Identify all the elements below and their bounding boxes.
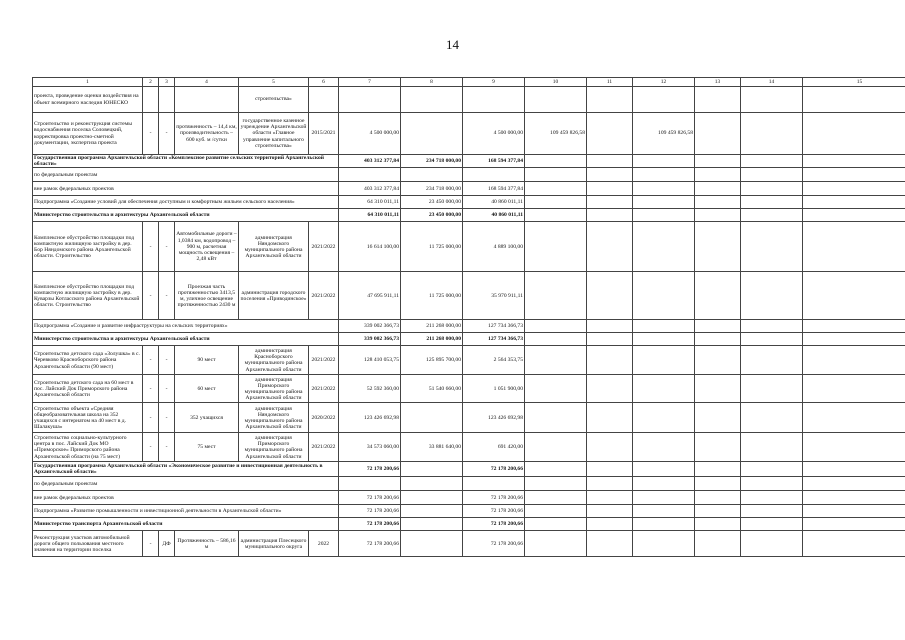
table-cell [633,272,695,320]
table-cell [587,462,633,477]
table-cell: 2 564 353,75 [463,346,525,375]
column-number-cell: 8 [401,78,463,87]
table-cell [339,87,401,113]
table-cell: 60 мест [175,375,239,403]
table-cell [803,113,905,155]
table-cell: - [159,222,175,272]
table-cell: администрация городского поселения «Приводинское» [239,272,309,320]
table-cell [587,403,633,433]
table-cell [741,333,803,346]
table-cell [633,155,695,168]
table-cell: администрация Приморского муниципального района Архангельской области [239,375,309,403]
table-cell [401,477,463,491]
table-cell [587,333,633,346]
table-cell: 691 420,00 [463,433,525,462]
table-cell: - [143,346,159,375]
table-cell: 109 459 826,58 [633,113,695,155]
row-title-cell: Подпрограмма «Создание и развитие инфраструктуры на сельских территориях» [33,320,339,333]
table-cell [741,182,803,196]
table-cell: 52 592 360,00 [339,375,401,403]
table-cell: - [143,272,159,320]
table-cell: 72 178 200,66 [463,518,525,531]
table-cell: 1 051 900,00 [463,375,525,403]
column-number-cell: 2 [143,78,159,87]
table-cell [803,87,905,113]
table-cell: - [159,272,175,320]
column-number-cell: 3 [159,78,175,87]
table-cell: 33 881 640,00 [401,433,463,462]
table-cell [587,168,633,182]
table-cell [633,209,695,222]
table-cell [741,209,803,222]
table-cell: 234 718 000,00 [401,155,463,168]
table-cell: - [143,222,159,272]
row-title-cell: Строительство объекта «Средняя общеобразовательная школа на 352 учащихся с интернатом на 40 мест в д. Шалакуша» [33,403,143,433]
column-number-cell: 4 [175,78,239,87]
table-cell [695,333,741,346]
table-cell [633,320,695,333]
table-cell: - [159,346,175,375]
table-cell [741,272,803,320]
table-cell [525,155,587,168]
table-cell [525,518,587,531]
table-cell [525,505,587,518]
table-cell [803,155,905,168]
table-cell: 72 178 200,66 [339,462,401,477]
table-cell [159,87,175,113]
table-cell [803,333,905,346]
table-cell [695,531,741,557]
table-cell: 403 312 377,84 [339,155,401,168]
table-cell: 109 459 826,58 [525,113,587,155]
table-cell [803,182,905,196]
table-cell [741,346,803,375]
table-cell [525,403,587,433]
table-cell: 2021/2022 [309,346,339,375]
table-cell: 123 426 692,98 [339,403,401,433]
project-row [33,531,905,557]
row-title-cell: Подпрограмма «Создание условий для обеспечения доступным и комфортным жильем сельского населения» [33,196,339,209]
table-cell [695,87,741,113]
table-cell [463,477,525,491]
table-cell [633,505,695,518]
table-cell [741,518,803,531]
row-title-cell: Строительство социально-культурного центра в пос. Лайский Док МО «Приморское» Приморского района Архангельской области (на 75 мест) [33,433,143,462]
table-cell [525,182,587,196]
table-cell [401,113,463,155]
table-cell: 2015/2021 [309,113,339,155]
table-cell [587,346,633,375]
table-cell [741,462,803,477]
table-cell: - [159,113,175,155]
table-cell [587,320,633,333]
table-cell: - [143,433,159,462]
table-cell [633,346,695,375]
table-cell: строительства» [239,87,309,113]
table-cell: 2021/2022 [309,222,339,272]
table-cell: 40 860 011,11 [463,196,525,209]
table-cell: Проезжая часть протяженностью 3413,5 м, уличное освещение протяженностью 2430 м [175,272,239,320]
summary-row [33,320,905,333]
table-cell: 339 002 366,73 [339,320,401,333]
row-title-cell: Комплексное обустройство площадки под компактную жилищную застройку в дер. Куварзы Котласского района Архангельской области. Строительство [33,272,143,320]
table-cell: - [143,375,159,403]
table-cell [741,491,803,505]
table-cell [803,462,905,477]
table-cell [587,518,633,531]
summary-row [33,196,905,209]
table-cell: 234 718 000,00 [401,182,463,196]
table-cell [525,272,587,320]
table-cell: 16 614 100,00 [339,222,401,272]
table-cell [587,491,633,505]
table-cell: ДФ [159,531,175,557]
table-cell [525,433,587,462]
table-cell [741,87,803,113]
table-cell: 23 450 000,00 [401,209,463,222]
project-row [33,222,905,272]
table-cell: 11 725 000,00 [401,272,463,320]
row-title-cell: Комплексное обустройство площадки под компактную жилищную застройку в дер. Бор Няндомского района Архангельской области. Строительство [33,222,143,272]
table-cell [695,155,741,168]
table-cell [401,505,463,518]
table-cell: 125 895 700,00 [401,346,463,375]
table-cell [309,87,339,113]
table-cell: 211 268 000,00 [401,320,463,333]
table-cell [587,505,633,518]
row-title-cell: Государственная программа Архангельской области «Комплексное развитие сельских территорий Архангельской области» [33,155,339,168]
table-cell [803,518,905,531]
table-cell: администрация Няндомского муниципального района Архангельской области [239,403,309,433]
project-row [33,375,905,403]
table-cell [587,272,633,320]
table-cell [633,87,695,113]
table-cell [695,505,741,518]
table-cell [175,87,239,113]
row-title-cell: Строительство детского сада «Золушка» в с. Черевково Красноборского района Архангельской области (90 мест) [33,346,143,375]
table-cell [463,168,525,182]
table-cell [525,462,587,477]
summary-row [33,518,905,531]
table-cell: 2020/2022 [309,403,339,433]
table-cell [695,346,741,375]
project-row [33,433,905,462]
table-cell: 72 178 200,66 [339,518,401,531]
table-cell: 339 002 366,73 [339,333,401,346]
table-cell [695,209,741,222]
table-cell: 90 мест [175,346,239,375]
column-number-cell: 9 [463,78,525,87]
table-cell [803,168,905,182]
table-cell [695,462,741,477]
table-cell [803,505,905,518]
table-cell: 168 594 377,84 [463,182,525,196]
table-cell [633,477,695,491]
table-cell: 72 178 200,66 [463,491,525,505]
summary-row [33,462,905,477]
table-cell [401,531,463,557]
table-cell [587,477,633,491]
table-cell [741,155,803,168]
table-cell [741,222,803,272]
table-cell [803,531,905,557]
table-cell [401,87,463,113]
row-title-cell: Подпрограмма «Развитие промышленности и инвестиционной деятельности в Архангельской области» [33,505,339,518]
table-cell [525,491,587,505]
table-cell [695,222,741,272]
table-cell [587,222,633,272]
table-cell [587,113,633,155]
table-cell [587,182,633,196]
table-cell: 2021/2022 [309,433,339,462]
table-cell [695,403,741,433]
table-cell: администрация Няндомского муниципального района Архангельской области [239,222,309,272]
table-cell: 127 734 366,73 [463,320,525,333]
table-cell: 23 450 000,00 [401,196,463,209]
table-cell [695,196,741,209]
table-cell [525,333,587,346]
table-cell [695,168,741,182]
table-cell: протяженность – 14,4 км, производительность – 600 куб. м /сутки [175,113,239,155]
table-cell [587,155,633,168]
table-cell [741,320,803,333]
row-title-cell: Министерство строительства и архитектуры Архангельской области [33,209,339,222]
table-cell [587,531,633,557]
project-row [33,403,905,433]
row-title-cell: Строительство детского сада на 60 мест в пос. Лайский Док Приморского района Архангельской области [33,375,143,403]
table-cell [803,272,905,320]
table-cell [803,209,905,222]
row-title-cell: Реконструкция участков автомобильной дороги общего пользования местного значения на территории поселка [33,531,143,557]
table-cell [741,403,803,433]
table-cell [587,433,633,462]
table-cell: 128 410 053,75 [339,346,401,375]
table-cell [695,375,741,403]
table-cell [633,333,695,346]
table-cell [803,433,905,462]
table-cell [803,196,905,209]
summary-row [33,333,905,346]
table-cell [803,320,905,333]
table-cell [401,403,463,433]
table-cell: 4 889 100,00 [463,222,525,272]
summary-row [33,491,905,505]
table-cell [741,433,803,462]
page-number: 14 [446,37,459,52]
table-cell: 352 учащихся [175,403,239,433]
table-cell [803,403,905,433]
table-cell [525,222,587,272]
table-cell: государственное казенное учреждение Архангельской области «Главное управление капитального строительства» [239,113,309,155]
table-cell [741,531,803,557]
table-cell [741,505,803,518]
table-cell [463,87,525,113]
table-cell: Автомобильные дороги – 1,0384 км, водопровод – 900 м, расчетная мощность освещения – 2,48 кВт [175,222,239,272]
column-number-cell: 5 [239,78,309,87]
table-cell [633,196,695,209]
table-cell: - [159,403,175,433]
table-cell: администрация Плесецкого муниципального округа [239,531,309,557]
table-cell [695,182,741,196]
row-title-cell: вне рамок федеральных проектов [33,182,339,196]
budget-table [32,77,905,557]
table-cell: 127 734 366,73 [463,333,525,346]
table-cell [633,182,695,196]
table-cell [401,168,463,182]
row-title-cell: вне рамок федеральных проектов [33,491,339,505]
table-cell [401,491,463,505]
table-cell: 72 178 200,66 [339,531,401,557]
table-cell: 72 178 200,66 [463,531,525,557]
table-cell [633,168,695,182]
table-cell: - [143,113,159,155]
table-cell [587,196,633,209]
table-cell: 64 310 011,11 [339,196,401,209]
row-title-cell: Министерство строительства и архитектуры Архангельской области [33,333,339,346]
table-cell: 75 мест [175,433,239,462]
table-cell: 40 860 011,11 [463,209,525,222]
table-cell: 123 426 692,98 [463,403,525,433]
table-cell [803,491,905,505]
row-title-cell: Государственная программа Архангельской области «Экономическое развитие и инвестиционная деятельность в Архангельской области» [33,462,339,477]
table-cell [803,375,905,403]
column-number-cell: 1 [33,78,143,87]
table-cell: администрация Приморского муниципального района Архангельской области [239,433,309,462]
row-title-cell: Строительство и реконструкция системы водоснабжения поселка Соловецкий, корректировка проектно-сметной документации, экспертиза проекта [33,113,143,155]
table-cell [741,168,803,182]
row-title-cell: проекта, проведение оценки воздействия на объект всемирного наследия ЮНЕСКО [33,87,143,113]
table-cell: - [159,375,175,403]
table-cell [633,403,695,433]
table-cell: 2021/2022 [309,375,339,403]
summary-row [33,477,905,491]
table-cell [525,320,587,333]
table-cell [525,87,587,113]
table-cell: 168 594 377,84 [463,155,525,168]
table-cell: 34 573 060,00 [339,433,401,462]
table-cell [401,518,463,531]
table-cell: 211 268 000,00 [401,333,463,346]
table-cell [695,272,741,320]
table-cell: - [143,403,159,433]
table-cell: 11 725 000,00 [401,222,463,272]
table-cell [633,222,695,272]
table-cell [741,477,803,491]
summary-row [33,505,905,518]
table-cell [525,209,587,222]
table-cell [587,87,633,113]
table-cell [741,113,803,155]
column-number-cell: 15 [803,78,905,87]
table-cell: администрация Красноборского муниципального района Архангельской области [239,346,309,375]
table-cell [143,87,159,113]
table-cell: 35 970 911,11 [463,272,525,320]
table-cell: 47 695 911,11 [339,272,401,320]
column-number-cell: 10 [525,78,587,87]
summary-row [33,155,905,168]
table-cell [695,320,741,333]
summary-row [33,209,905,222]
table-cell: 2021/2022 [309,272,339,320]
table-cell [741,196,803,209]
table-cell: 2022 [309,531,339,557]
table-cell: 64 310 011,11 [339,209,401,222]
project-row [33,272,905,320]
table-cell: - [143,531,159,557]
table-cell [633,462,695,477]
table-cell [525,168,587,182]
summary-row [33,168,905,182]
column-number-cell: 14 [741,78,803,87]
project-row [33,87,905,113]
row-title-cell: Министерство транспорта Архангельской области [33,518,339,531]
table-cell: 4 500 000,00 [463,113,525,155]
table-cell [803,346,905,375]
table-cell [339,477,401,491]
table-cell [525,477,587,491]
table-cell [339,168,401,182]
table-cell: 72 178 200,66 [339,505,401,518]
table-cell [633,375,695,403]
column-number-cell: 11 [587,78,633,87]
project-row [33,113,905,155]
project-row [33,346,905,375]
table-cell [633,491,695,505]
table-cell [695,518,741,531]
column-number-cell: 12 [633,78,695,87]
table-cell [587,209,633,222]
table-cell: 51 540 660,00 [401,375,463,403]
table-cell [633,433,695,462]
table-cell [525,196,587,209]
table-cell [695,477,741,491]
row-title-cell: по федеральным проектам [33,168,339,182]
table-cell [803,477,905,491]
column-number-cell: 13 [695,78,741,87]
table-cell [525,346,587,375]
summary-row [33,182,905,196]
row-title-cell: по федеральным проектам [33,477,339,491]
table-cell: 403 312 377,84 [339,182,401,196]
table-cell: - [159,433,175,462]
table-cell [587,375,633,403]
column-number-cell: 7 [339,78,401,87]
table-cell [401,462,463,477]
table-cell [633,518,695,531]
table-cell [695,491,741,505]
table-cell: 72 178 200,66 [339,491,401,505]
table-cell [741,375,803,403]
table-cell: 72 178 200,66 [463,462,525,477]
table-cell [525,375,587,403]
column-number-cell: 6 [309,78,339,87]
table-cell [803,222,905,272]
table-cell [633,531,695,557]
column-number-row [33,78,905,87]
table-cell [695,113,741,155]
table-cell [525,531,587,557]
table-cell: 72 178 200,66 [463,505,525,518]
table-cell [695,433,741,462]
table-cell: 4 500 000,00 [339,113,401,155]
table-cell: Протяженность – 586,16 м [175,531,239,557]
